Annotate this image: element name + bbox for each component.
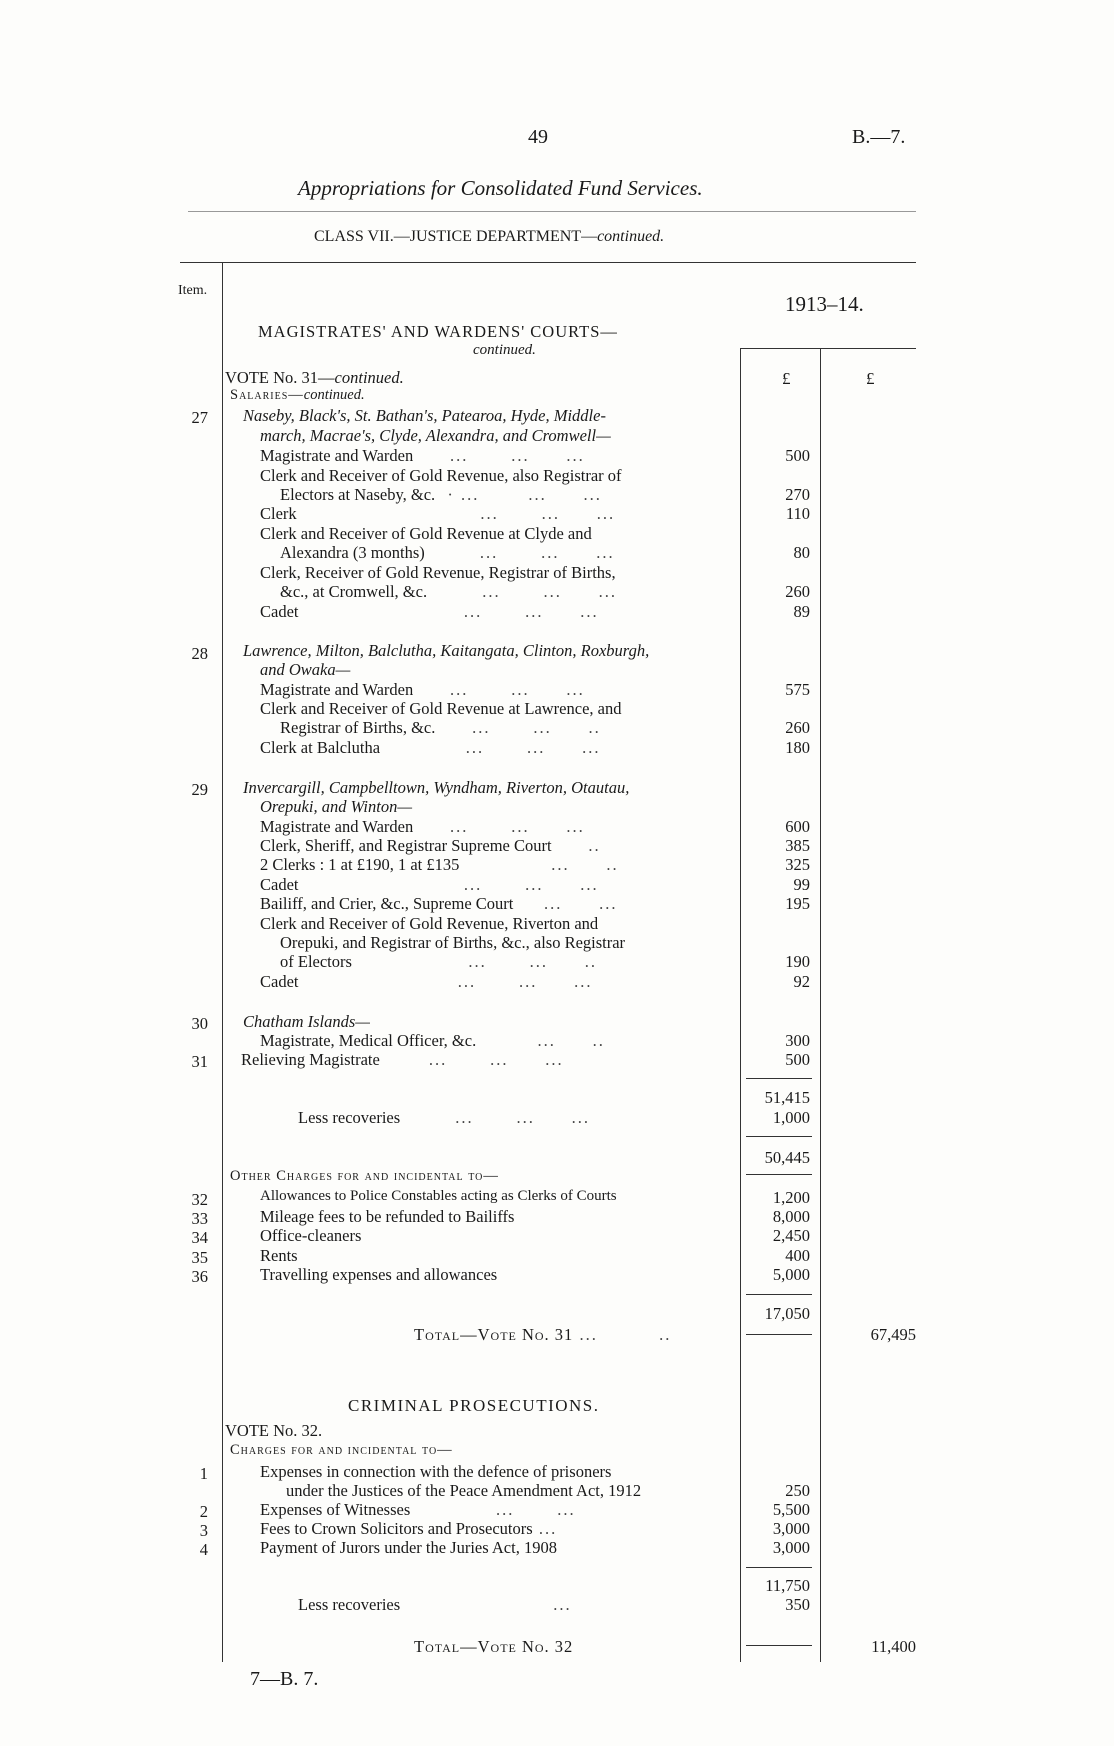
item-number-2: 2 [199, 1502, 208, 1521]
item-27-value-1: 500 [785, 446, 810, 465]
item-29-value-6: 190 [785, 952, 810, 971]
vote-32-heading: VOTE No. 32. [225, 1421, 323, 1440]
item-28-value-1: 575 [785, 680, 810, 699]
item-number-33: 33 [191, 1209, 208, 1228]
item-31-line1: Relieving Magistrate ... ... ... [241, 1050, 564, 1069]
pound-sign-col1: £ [782, 369, 791, 388]
other-charge-label: Travelling expenses and allowances [260, 1265, 498, 1284]
section-heading-magistrates: MAGISTRATES' AND WARDENS' COURTS— [258, 322, 618, 341]
item-28-line1: Magistrate and Warden ... ... ... [260, 680, 585, 699]
line-label: Clerk [260, 504, 297, 523]
line-label: Bailiff, and Crier, &c., Supreme Court [260, 894, 514, 913]
other-charge-label: Rents [260, 1246, 298, 1265]
vote-31-text: VOTE No. 31— [225, 368, 335, 387]
item-2-line: Expenses of Witnesses ... ... [260, 1500, 576, 1519]
item-29-line6c: of Electors ... ... .. [280, 952, 597, 971]
other-charge-label: Mileage fees to be refunded to Bailiffs [260, 1207, 515, 1226]
item-29-places-line1: Invercargill, Campbelltown, Wyndham, Riverton, Otautau, [243, 778, 630, 797]
vote-31-less-value: 1,000 [772, 1108, 810, 1127]
vote-32-less-value: 350 [785, 1595, 810, 1614]
item-number-1: 1 [199, 1464, 208, 1483]
section-heading-criminal: CRIMINAL PROSECUTIONS. [348, 1396, 600, 1415]
item-3-line: Fees to Crown Solicitors and Prosecutors ... [260, 1519, 558, 1538]
line-label: of Electors [280, 952, 352, 971]
total-vote-31-value: 67,495 [870, 1325, 916, 1344]
item-27-line6: Cadet ... ... ... [260, 602, 599, 621]
item-1-line1: Expenses in connection with the defence of prisoners [260, 1462, 612, 1481]
class-heading [314, 228, 664, 246]
item-28-value-3: 180 [785, 738, 810, 757]
other-charges-total: 17,050 [764, 1304, 810, 1323]
item-28-line2b: Registrar of Births, &c. ... ... .. [280, 718, 601, 737]
subtotal-rule-2 [746, 1136, 812, 1137]
item-29-line3: 2 Clerks : 1 at £190, 1 at £135 ... .. [260, 855, 619, 874]
item-27-line4b: Alexandra (3 months) ... ... ... [280, 543, 615, 562]
line-label: Alexandra (3 months) [280, 543, 425, 562]
subtotal-rule-32 [746, 1567, 812, 1568]
line-label: 2 Clerks : 1 at £190, 1 at £135 [260, 855, 460, 874]
item-number-28: 28 [191, 644, 208, 663]
salaries-heading [230, 387, 365, 404]
item-29-value-2: 385 [785, 836, 810, 855]
line-label: Cadet [260, 972, 299, 991]
item-1-value: 250 [785, 1481, 810, 1500]
item-29-line2: Clerk, Sheriff, and Registrar Supreme Court .. [260, 836, 601, 855]
other-charge-label: Office-cleaners [260, 1226, 362, 1245]
total-vote-31: Total—Vote No. 31 ... .. [414, 1325, 672, 1344]
item-29-value-5: 195 [785, 894, 810, 913]
item-27-line5b: &c., at Cromwell, &c. ... ... ... [280, 582, 617, 601]
other-charge-value: 1,200 [772, 1188, 810, 1207]
item-29-value-3: 325 [785, 855, 810, 874]
item-30-place: Chatham Islands— [243, 1012, 370, 1031]
item-number-32: 32 [191, 1190, 208, 1209]
item-27-places-line2: march, Macrae's, Clyde, Alexandra, and Cromwell— [260, 426, 611, 445]
item-31-value-1: 500 [785, 1050, 810, 1069]
other-charge-label: Allowances to Police Constables acting as Clerks of Courts [260, 1188, 617, 1204]
item-number-3: 3 [199, 1521, 208, 1540]
line-label: Magistrate and Warden [260, 817, 414, 836]
other-charge-value: 8,000 [772, 1207, 810, 1226]
item-4-value: 3,000 [772, 1538, 810, 1557]
item-29-line4: Cadet ... ... ... [260, 875, 599, 894]
line-label: Magistrate and Warden [260, 680, 414, 699]
item-27-value-4: 80 [793, 543, 810, 562]
document-reference: B.—7. [852, 126, 906, 148]
vote-31-heading [225, 368, 404, 388]
line-label: Electors at Naseby, &c. [280, 485, 436, 504]
line-label: Magistrate and Warden [260, 446, 414, 465]
other-charges-rule [746, 1294, 812, 1295]
line-label: Expenses of Witnesses [260, 1500, 411, 1519]
salaries-text: Salaries— [230, 387, 304, 403]
item-29-line6b: Orepuki, and Registrar of Births, &c., also Registrar [280, 933, 626, 952]
item-27-value-3: 110 [785, 504, 810, 523]
total-vote-32-rule [746, 1645, 812, 1646]
item-27-line5a: Clerk, Receiver of Gold Revenue, Registrar of Births, [260, 563, 616, 582]
line-label: Clerk, Sheriff, and Registrar Supreme Court [260, 836, 552, 855]
item-29-line5: Bailiff, and Crier, &c., Supreme Court ... ... [260, 894, 618, 913]
line-label: Magistrate, Medical Officer, &c. [260, 1031, 477, 1050]
item-column-rule [222, 262, 223, 1662]
title-rule [188, 211, 916, 212]
item-27-line2b: Electors at Naseby, &c. · ... ... ... [280, 485, 602, 504]
item-29-value-4: 99 [793, 875, 810, 894]
item-number-30: 30 [191, 1014, 208, 1033]
signature-mark: 7—B. 7. [250, 1668, 319, 1690]
less-recoveries-31: Less recoveries ... ... ... [298, 1108, 591, 1127]
item-4-line: Payment of Jurors under the Juries Act, 1908 [260, 1538, 557, 1557]
vote-31-subtotal: 51,415 [764, 1088, 810, 1107]
item-number-34: 34 [191, 1228, 208, 1247]
item-29-line7: Cadet ... ... ... [260, 972, 593, 991]
item-28-places-line2: and Owaka— [260, 660, 351, 679]
class-heading-continued: continued. [597, 228, 665, 245]
class-heading-text: CLASS VII.—JUSTICE DEPARTMENT— [314, 228, 598, 245]
item-27-value-6: 89 [793, 602, 810, 621]
item-27-value-5: 260 [785, 582, 810, 601]
vote-31-continued: continued. [334, 368, 404, 387]
subtotal-rule-1 [746, 1078, 812, 1079]
item-30-value-1: 300 [785, 1031, 810, 1050]
item-28-value-2: 260 [785, 718, 810, 737]
item-29-value-7: 92 [793, 972, 810, 991]
line-label: Less recoveries [298, 1108, 401, 1127]
pound-sign-col2: £ [866, 369, 875, 388]
item-27-line: Magistrate and Warden ... ... ... [260, 446, 585, 465]
year-column-header: 1913–14. [785, 292, 864, 316]
item-29-line6a: Clerk and Receiver of Gold Revenue, Riverton and [260, 914, 599, 933]
line-label: Less recoveries [298, 1595, 401, 1614]
other-charge-value: 5,000 [772, 1265, 810, 1284]
item-29-line1: Magistrate and Warden ... ... ... [260, 817, 585, 836]
item-number-36: 36 [191, 1267, 208, 1286]
page-title: Appropriations for Consolidated Fund Services. [298, 176, 703, 200]
item-27-value-2: 270 [785, 485, 810, 504]
item-28-places-line1: Lawrence, Milton, Balclutha, Kaitangata, Clinton, Roxburgh, [243, 641, 650, 660]
total-vote-31-rule [746, 1334, 812, 1335]
item-29-places-line2: Orepuki, and Winton— [260, 797, 413, 816]
less-recoveries-32: Less recoveries ... [298, 1595, 572, 1614]
item-2-value: 5,500 [772, 1500, 810, 1519]
item-30-line1: Magistrate, Medical Officer, &c. ... .. [260, 1031, 605, 1050]
table-top-rule [180, 262, 916, 263]
vote-31-net: 50,445 [764, 1148, 810, 1167]
item-number-4: 4 [199, 1540, 208, 1559]
line-label: Relieving Magistrate [241, 1050, 380, 1069]
amount-column-rule-2 [820, 348, 821, 1662]
total-vote-32: Total—Vote No. 32 [414, 1637, 574, 1656]
line-label: Clerk at Balclutha [260, 738, 381, 757]
item-column-header: Item. [178, 283, 208, 298]
other-charges-heading: Other Charges for and incidental to— [230, 1168, 499, 1184]
item-number-27: 27 [191, 408, 208, 427]
item-28-line2a: Clerk and Receiver of Gold Revenue at Lawrence, and [260, 699, 622, 718]
charges-heading-32: Charges for and incidental to— [230, 1442, 453, 1458]
year-header-rule [740, 348, 916, 349]
subtotal-rule-3 [746, 1174, 812, 1175]
item-number-29: 29 [191, 780, 208, 799]
page-number: 49 [528, 126, 548, 148]
line-label: Registrar of Births, &c. [280, 718, 436, 737]
line-label: Cadet [260, 602, 299, 621]
item-29-value-1: 600 [785, 817, 810, 836]
other-charge-value: 2,450 [772, 1226, 810, 1245]
other-charge-value: 400 [785, 1246, 810, 1265]
line-label: &c., at Cromwell, &c. [280, 582, 428, 601]
vote-32-subtotal: 11,750 [765, 1576, 810, 1595]
item-3-value: 3,000 [772, 1519, 810, 1538]
total-vote-32-value: 11,400 [871, 1637, 916, 1656]
item-27-places-line1: Naseby, Black's, St. Bathan's, Patearoa, Hyde, Middle- [243, 406, 606, 425]
item-28-line3: Clerk at Balclutha ... ... ... [260, 738, 601, 757]
section-heading-continued: continued. [473, 342, 536, 358]
item-number-35: 35 [191, 1248, 208, 1267]
line-label: Fees to Crown Solicitors and Prosecutors [260, 1519, 533, 1538]
item-27-line4a: Clerk and Receiver of Gold Revenue at Clyde and [260, 524, 592, 543]
item-27-line3: Clerk ... ... ... [260, 504, 616, 523]
salaries-continued: continued. [303, 387, 365, 403]
item-number-31: 31 [191, 1052, 208, 1071]
item-1-line2: under the Justices of the Peace Amendment Act, 1912 [286, 1481, 642, 1500]
item-27-line2a: Clerk and Receiver of Gold Revenue, also Registrar of [260, 466, 622, 485]
line-label: Cadet [260, 875, 299, 894]
line-label: Total—Vote No. 31 [414, 1325, 574, 1344]
